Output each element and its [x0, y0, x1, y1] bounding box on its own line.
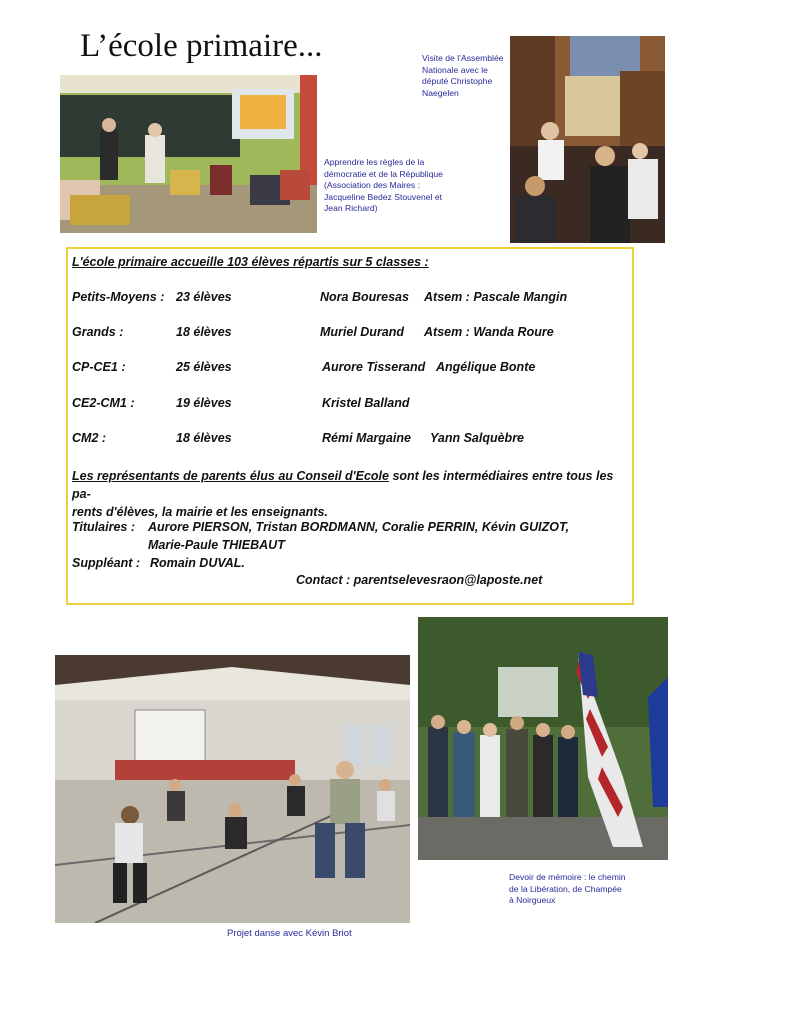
memoire-photo: [418, 617, 668, 860]
class-row: CE2-CM1 : 19 élèves Kristel Balland: [72, 396, 410, 410]
class-row: CP-CE1 : 25 élèves Aurore Tisserand Angélique Bonte: [72, 360, 536, 374]
caption-assemblee: Visite de l’Assemblée Nationale avec le député Christophe Naegelen: [422, 53, 504, 98]
titulaires-row: Titulaires : Aurore PIERSON, Tristan BORDMANN, Coralie PERRIN, Kévin GUIZOT,: [72, 520, 570, 534]
school-info-box: [66, 247, 634, 605]
titulaires-row-2: Marie-Paule THIEBAUT: [148, 538, 285, 552]
danse-photo: [55, 655, 410, 923]
class-row: CM2 : 18 élèves Rémi Margaine Yann Salquèbre: [72, 431, 525, 445]
assemblee-photo: [510, 36, 665, 243]
class-row: Grands : 18 élèves Muriel Durand Atsem : Wanda Roure: [72, 325, 554, 339]
page-title: L’école primaire...: [80, 28, 323, 64]
parents-paragraph: Les représentants de parents élus au Conseil d'Ecole sont les intermédiaires entre tous les pa- rents d'élèves, la mairie et les enseignants.: [72, 469, 614, 519]
caption-danse: Projet danse avec Kévin Briot: [227, 928, 352, 939]
classroom-photo: [60, 75, 317, 233]
info-heading: L'école primaire accueille 103 élèves répartis sur 5 classes :: [72, 255, 429, 269]
contact-email[interactable]: parentselevesraon@laposte.net: [353, 573, 543, 587]
caption-memoire: Devoir de mémoire : le chemin de la Libération, de Champée à Noirgueux: [509, 872, 626, 905]
caption-democratie: Apprendre les règles de la démocratie et de la République (Association des Maires : Jacqueline Bedez Stouvenel et Jean Richard): [324, 157, 443, 213]
contact-row: Contact : parentselevesraon@laposte.net: [296, 573, 543, 587]
suppleant-row: Suppléant : Romain DUVAL.: [72, 556, 245, 570]
class-row: Petits-Moyens : 23 élèves Nora Bouresas Atsem : Pascale Mangin: [72, 290, 568, 304]
